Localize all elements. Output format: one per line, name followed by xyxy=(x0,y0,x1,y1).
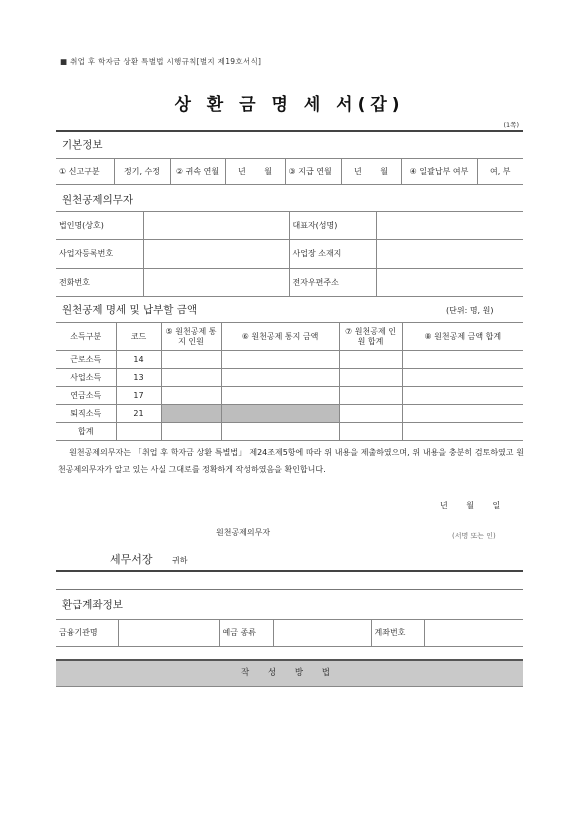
total-count-cell[interactable] xyxy=(339,387,402,405)
col-header-code: 코드 xyxy=(116,323,161,351)
notice-amount-cell[interactable] xyxy=(221,351,339,369)
deposit-type-field[interactable] xyxy=(273,620,371,647)
col-header-notice-amount: ⑥ 원천공제 통지 금액 xyxy=(221,323,339,351)
corp-name-label: 법인명(상호) xyxy=(56,212,143,240)
income-code: 17 xyxy=(116,387,161,405)
income-code xyxy=(116,423,161,441)
representative-label: 대표자(성명) xyxy=(289,212,376,240)
bank-label: 금융기관명 xyxy=(56,620,118,647)
form-title: 상 환 금 명 세 서(갑) xyxy=(174,95,405,115)
address-label: 사업장 소재지 xyxy=(289,240,376,269)
recipient-suffix: 귀하 xyxy=(172,556,188,565)
shaded-cell xyxy=(221,405,339,423)
payer-label: 원천공제의무자 xyxy=(216,528,271,537)
total-count-cell[interactable] xyxy=(339,405,402,423)
phone-field[interactable] xyxy=(143,269,289,297)
col-header-notice-count: ⑤ 원천공제 통지 인원 xyxy=(161,323,221,351)
section-title-withholder: 원천공제의무자 xyxy=(62,194,134,206)
total-amount-cell[interactable] xyxy=(402,423,523,441)
deposit-type-label: 예금 종류 xyxy=(219,620,273,647)
notice-amount-cell[interactable] xyxy=(221,423,339,441)
income-type: 연금소득 xyxy=(56,387,116,405)
business-reg-field[interactable] xyxy=(143,240,289,269)
phone-label: 전화번호 xyxy=(56,269,143,297)
income-type: 퇴직소득 xyxy=(56,405,116,423)
total-count-cell[interactable] xyxy=(339,351,402,369)
payment-year-label: ③ 지급 연월 xyxy=(285,159,341,185)
table-row xyxy=(56,405,523,423)
income-type: 사업소득 xyxy=(56,369,116,387)
address-field[interactable] xyxy=(376,240,523,269)
divider xyxy=(56,130,523,132)
sign-label: (서명 또는 인) xyxy=(452,532,496,540)
total-amount-cell[interactable] xyxy=(402,369,523,387)
divider xyxy=(56,589,523,590)
date-label: 년 월 일 xyxy=(440,501,501,510)
section-title-refund: 환급계좌정보 xyxy=(62,599,123,611)
page-indicator: (1쪽) xyxy=(503,121,519,129)
representative-field[interactable] xyxy=(376,212,523,240)
table-row xyxy=(56,351,523,369)
table-row xyxy=(56,423,523,441)
bank-field[interactable] xyxy=(118,620,219,647)
total-count-cell[interactable] xyxy=(339,369,402,387)
section-title-basic: 기본정보 xyxy=(62,139,103,151)
total-count-cell[interactable] xyxy=(339,423,402,441)
notice-count-cell[interactable] xyxy=(161,351,221,369)
income-code: 13 xyxy=(116,369,161,387)
belong-year-value[interactable]: 년 월 xyxy=(225,159,285,185)
email-label: 전자우편주소 xyxy=(289,269,376,297)
notice-amount-cell[interactable] xyxy=(221,387,339,405)
section-title-deduction: 원천공제 명세 및 납부할 금액 xyxy=(62,304,198,316)
col-header-total-count: ⑦ 원천공제 인원 합계 xyxy=(339,323,402,351)
total-amount-cell[interactable] xyxy=(402,387,523,405)
belong-year-label: ② 귀속 연월 xyxy=(170,159,225,185)
declaration-text xyxy=(58,444,524,478)
report-type-value[interactable]: 정기, 수정 xyxy=(114,159,170,185)
col-header-income-type: 소득구분 xyxy=(56,323,116,351)
notice-amount-cell[interactable] xyxy=(221,369,339,387)
business-reg-label: 사업자등록번호 xyxy=(56,240,143,269)
instructions-bar: 작 성 방 법 xyxy=(56,659,523,687)
income-code: 21 xyxy=(116,405,161,423)
notice-count-cell[interactable] xyxy=(161,387,221,405)
income-code: 14 xyxy=(116,351,161,369)
notice-count-cell[interactable] xyxy=(161,423,221,441)
total-amount-cell[interactable] xyxy=(402,351,523,369)
account-field[interactable] xyxy=(424,620,523,647)
declaration-body: 원천공제의무자는 「취업 후 학자금 상환 특별법」 제24조제5항에 따라 위 내용을 제출하였으며, 위 내용을 충분히 검토하였고 원천공제의무자가 알고 있는 사실 그대로를 정확하게 작성하였음을 확인합니다. xyxy=(58,448,525,474)
account-label: 계좌번호 xyxy=(371,620,424,647)
refund-table xyxy=(56,619,523,647)
law-reference: ■ 취업 후 학자금 상환 특별법 시행규칙[별지 제19호서식] xyxy=(60,57,262,66)
shaded-cell xyxy=(161,405,221,423)
lump-sum-value[interactable]: 여, 부 xyxy=(477,159,523,185)
lump-sum-label: ④ 일괄납부 여부 xyxy=(401,159,477,185)
withholder-table xyxy=(56,211,523,297)
corp-name-field[interactable] xyxy=(143,212,289,240)
report-type-label: ① 신고구분 xyxy=(56,159,114,185)
divider xyxy=(56,570,523,572)
income-type: 합계 xyxy=(56,423,116,441)
table-row xyxy=(56,369,523,387)
col-header-total-amount: ⑧ 원천공제 금액 합계 xyxy=(402,323,523,351)
table-row xyxy=(56,387,523,405)
notice-count-cell[interactable] xyxy=(161,369,221,387)
basic-info-table xyxy=(56,158,523,185)
total-amount-cell[interactable] xyxy=(402,405,523,423)
tax-office-label: 세무서장 xyxy=(110,553,153,566)
deduction-table xyxy=(56,322,523,441)
unit-note: (단위: 명, 원) xyxy=(446,306,494,315)
income-type: 근로소득 xyxy=(56,351,116,369)
payment-year-value[interactable]: 년 월 xyxy=(341,159,401,185)
email-field[interactable] xyxy=(376,269,523,297)
